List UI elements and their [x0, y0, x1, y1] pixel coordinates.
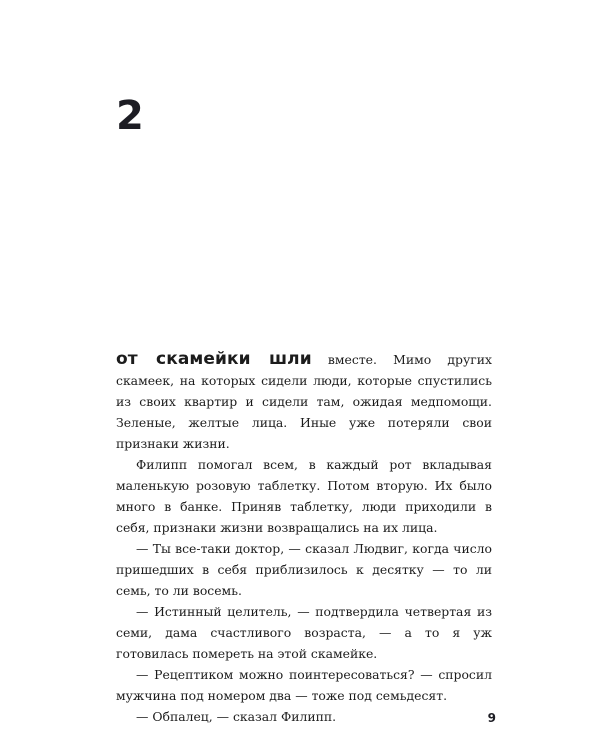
chapter-number: 2 — [116, 93, 144, 139]
lead-in-text: от скамейки шли — [116, 349, 312, 369]
paragraph: Филипп помогал всем, в каждый рот вкладывая маленькую розовую таблетку. Потом вторую. Их было много в банке. Приняв таблетку, люди приходили в себя, признаки жизни возвращались на их лица. — [116, 457, 492, 535]
dialogue-paragraph: — Рецептиком можно поинтересоваться? — спросил мужчина под номером два — тоже под семьдесят. — [116, 667, 492, 703]
page-number: 9 — [487, 711, 496, 725]
dialogue-paragraph: — Ты все-таки доктор, — сказал Людвиг, когда число пришедших в себя приблизилось к десятку — то ли семь, то ли восемь. — [116, 541, 492, 598]
dialogue-paragraph: — Истинный целитель, — подтвердила четвертая из семи, дама счастливого возраста, — а то я уж готовилась помереть на этой скамейке. — [116, 604, 492, 661]
paragraph-text: вместе. Мимо других скамеек, на которых сидели люди, которые спустились из своих квартир и сидели там, ожидая медпомощи. Зеленые, желтые лица. Иные уже потеряли свои признаки жизни. — [116, 352, 492, 451]
paragraph-opening — [116, 349, 492, 454]
dialogue-paragraph: — Обпалец, — сказал Филипп. — [136, 709, 337, 724]
chapter-text — [116, 349, 492, 727]
